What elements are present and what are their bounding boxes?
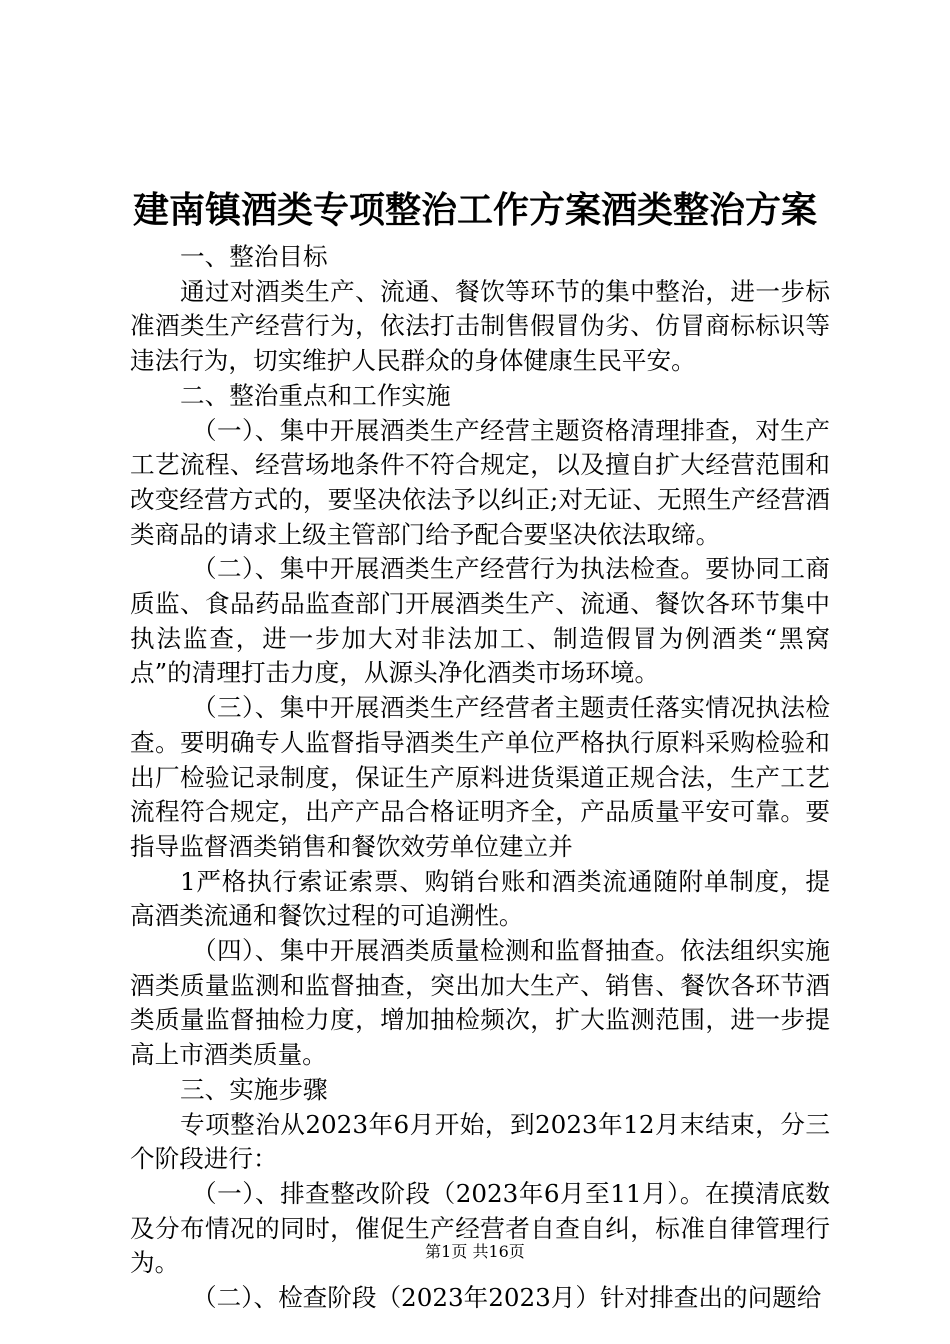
paragraph: 专项整治从2023年6月开始，到2023年12月末结束，分三个阶段进行：	[130, 1109, 830, 1174]
paragraph: （一）、集中开展酒类生产经营主题资格清理排查，对生产工艺流程、经营场地条件不符合规定，以及擅自扩大经营范围和改变经营方式的，要坚决依法予以纠正;对无证、无照生产经营酒类商品的请求上级主管部门给予配合要坚决依法取缔。	[130, 415, 830, 549]
paragraph: （一）、排查整改阶段（2023年6月至11月）。在摸清底数及分布情况的同时，催促生产经营者自查自纠，标准自律管理行为。	[130, 1178, 830, 1278]
paragraph: （三）、集中开展酒类生产经营者主题责任落实情况执法检查。要明确专人监督指导酒类生产单位严格执行原料采购检验和出厂检验记录制度，保证生产原料进货渠道正规合法，生产工艺流程符合规定，出产产品合格证明齐全，产品质量平安可靠。要指导监督酒类销售和餐饮效劳单位建立并	[130, 693, 830, 861]
paragraph: 1严格执行索证索票、购销台账和酒类流通随附单制度，提高酒类流通和餐饮过程的可追溯性。	[130, 866, 830, 931]
paragraph: （二）、集中开展酒类生产经营行为执法检查。要协同工商质监、食品药品监查部门开展酒类生产、流通、餐饮各环节集中执法监查，进一步加大对非法加工、制造假冒为例酒类“黑窝点”的清理打击力度，从源头净化酒类市场环境。	[130, 554, 830, 688]
paragraph: （二）、检查阶段（2023年2023月）针对排查出的问题给	[192, 1283, 822, 1313]
page-footer: 第1页 共16页	[425, 1242, 525, 1261]
document-body	[130, 240, 830, 1316]
document-title: 建南镇酒类专项整治工作方案酒类整治方案	[132, 189, 817, 231]
paragraph: （四）、集中开展酒类质量检测和监督抽查。依法组织实施酒类质量监测和监督抽查，突出加大生产、销售、餐饮各环节酒类质量监督抽检力度，增加抽检频次，扩大监测范围，进一步提高上市酒类质量。	[130, 936, 830, 1070]
paragraph: 通过对酒类生产、流通、餐饮等环节的集中整治，进一步标准酒类生产经营行为，依法打击制售假冒伪劣、仿冒商标标识等违法行为，切实维护人民群众的身体健康生民平安。	[130, 276, 830, 376]
section-heading: 二、整治重点和工作实施	[180, 380, 451, 410]
section-heading: 三、实施步骤	[180, 1074, 328, 1104]
section-heading: 一、整治目标	[180, 242, 328, 271]
